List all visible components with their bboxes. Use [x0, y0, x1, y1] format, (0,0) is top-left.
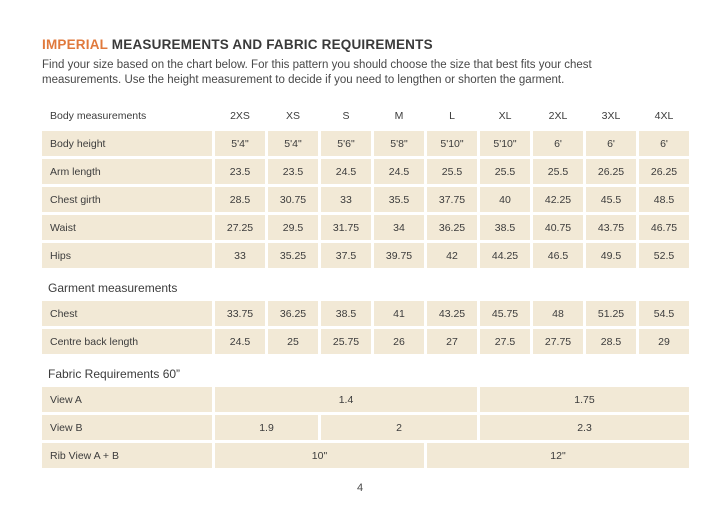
size-cell: 49.5	[586, 243, 636, 268]
size-cell: 42	[427, 243, 477, 268]
table-row-arm-length	[42, 159, 689, 184]
size-cell: 26	[374, 329, 424, 354]
size-cell: 30.75	[268, 187, 318, 212]
intro-line-1: Find your size based on the chart below. For this pattern you should choose the size that best fits your chest	[42, 59, 592, 71]
size-cell: 26.25	[586, 159, 636, 184]
size-cell: 48	[533, 301, 583, 326]
table-row-rib-view-a-b	[42, 443, 689, 468]
size-cell: 27	[427, 329, 477, 354]
row-label: Arm length	[42, 159, 212, 184]
size-cell: 54.5	[639, 301, 689, 326]
table-row-waist	[42, 215, 689, 240]
size-cell: 52.5	[639, 243, 689, 268]
row-label: Rib View A + B	[42, 443, 212, 468]
size-cell: 34	[374, 215, 424, 240]
size-cell: 27.25	[215, 215, 265, 240]
size-cell: 31.75	[321, 215, 371, 240]
row-label: View A	[42, 387, 212, 412]
page-number: 4	[356, 482, 364, 494]
fabric-cell: 1.9	[215, 415, 318, 440]
size-cell: 38.5	[480, 215, 530, 240]
size-cell: 37.5	[321, 243, 371, 268]
size-cell: 48.5	[639, 187, 689, 212]
size-header-xl: XL	[498, 110, 512, 122]
row-label: Body height	[42, 131, 212, 156]
row-label: Chest girth	[42, 187, 212, 212]
intro-line-2: measurements. Use the height measurement to decide if you need to lengthen or shorten the garment.	[42, 74, 565, 86]
size-cell: 27.5	[480, 329, 530, 354]
size-cell: 28.5	[215, 187, 265, 212]
size-cell: 25.5	[533, 159, 583, 184]
size-cell: 33	[215, 243, 265, 268]
size-cell: 23.5	[268, 159, 318, 184]
row-label: View B	[42, 415, 212, 440]
size-cell: 35.5	[374, 187, 424, 212]
table-row-hips	[42, 243, 689, 268]
size-cell: 51.25	[586, 301, 636, 326]
size-cell: 26.25	[639, 159, 689, 184]
fabric-cell: 1.75	[480, 387, 689, 412]
size-cell: 41	[374, 301, 424, 326]
size-cell: 44.25	[480, 243, 530, 268]
size-cell: 42.25	[533, 187, 583, 212]
fabric-cell: 1.4	[215, 387, 477, 412]
size-header-xs: XS	[285, 110, 300, 122]
size-header-m: M	[394, 110, 404, 122]
size-cell: 24.5	[321, 159, 371, 184]
size-cell: 29.5	[268, 215, 318, 240]
size-cell: 5'6"	[321, 131, 371, 156]
size-cell: 5'4"	[268, 131, 318, 156]
size-cell: 25	[268, 329, 318, 354]
size-header-2xs: 2XS	[230, 110, 250, 122]
size-header-l: L	[449, 110, 455, 122]
size-header-row	[42, 104, 689, 128]
size-cell: 46.75	[639, 215, 689, 240]
size-cell: 33	[321, 187, 371, 212]
row-label: Hips	[42, 243, 212, 268]
size-header-3xl: 3XL	[601, 110, 621, 122]
table-row-chest-girth	[42, 187, 689, 212]
size-cell: 43.75	[586, 215, 636, 240]
section-header-garment-measurements: Garment measurements	[48, 281, 178, 295]
body-measurements-table	[39, 101, 692, 271]
size-cell: 5'10"	[427, 131, 477, 156]
size-cell: 5'8"	[374, 131, 424, 156]
size-cell: 6'	[586, 131, 636, 156]
table-row-centre-back-length	[42, 329, 689, 354]
section-header-fabric-requirements: Fabric Requirements 60”	[48, 367, 181, 381]
size-cell: 40	[480, 187, 530, 212]
title-rest: MEASUREMENTS AND FABRIC REQUIREMENTS	[107, 37, 433, 52]
size-cell: 40.75	[533, 215, 583, 240]
fabric-cell: 10"	[215, 443, 424, 468]
size-cell: 39.75	[374, 243, 424, 268]
table-row-chest	[42, 301, 689, 326]
size-header-s: S	[342, 110, 350, 122]
size-cell: 24.5	[215, 329, 265, 354]
size-cell: 5'4"	[215, 131, 265, 156]
size-cell: 45.5	[586, 187, 636, 212]
intro-text	[42, 58, 678, 88]
table-row-view-b	[42, 415, 689, 440]
row-label: Chest	[42, 301, 212, 326]
size-cell: 28.5	[586, 329, 636, 354]
size-cell: 24.5	[374, 159, 424, 184]
size-cell: 6'	[639, 131, 689, 156]
size-cell: 23.5	[215, 159, 265, 184]
table-row-view-a	[42, 387, 689, 412]
size-cell: 37.75	[427, 187, 477, 212]
size-cell: 36.25	[268, 301, 318, 326]
size-header-2xl: 2XL	[548, 110, 568, 122]
size-cell: 25.75	[321, 329, 371, 354]
size-cell: 38.5	[321, 301, 371, 326]
table-row-body-height	[42, 131, 689, 156]
size-cell: 33.75	[215, 301, 265, 326]
size-cell: 6'	[533, 131, 583, 156]
size-cell: 36.25	[427, 215, 477, 240]
size-cell: 25.5	[427, 159, 477, 184]
size-cell: 27.75	[533, 329, 583, 354]
size-cell: 45.75	[480, 301, 530, 326]
column-header-body-measurements: Body measurements	[50, 110, 147, 122]
title-highlight: IMPERIAL	[42, 37, 108, 52]
size-cell: 25.5	[480, 159, 530, 184]
fabric-cell: 2	[321, 415, 477, 440]
fabric-requirements-table	[39, 384, 692, 471]
garment-measurements-table	[39, 298, 692, 357]
size-header-4xl: 4XL	[654, 110, 674, 122]
size-cell: 46.5	[533, 243, 583, 268]
size-cell: 35.25	[268, 243, 318, 268]
row-label: Waist	[42, 215, 212, 240]
fabric-cell: 2.3	[480, 415, 689, 440]
fabric-cell: 12"	[427, 443, 689, 468]
size-cell: 5'10"	[480, 131, 530, 156]
page-title	[0, 0, 720, 52]
row-label: Centre back length	[42, 329, 212, 354]
size-cell: 29	[639, 329, 689, 354]
size-cell: 43.25	[427, 301, 477, 326]
